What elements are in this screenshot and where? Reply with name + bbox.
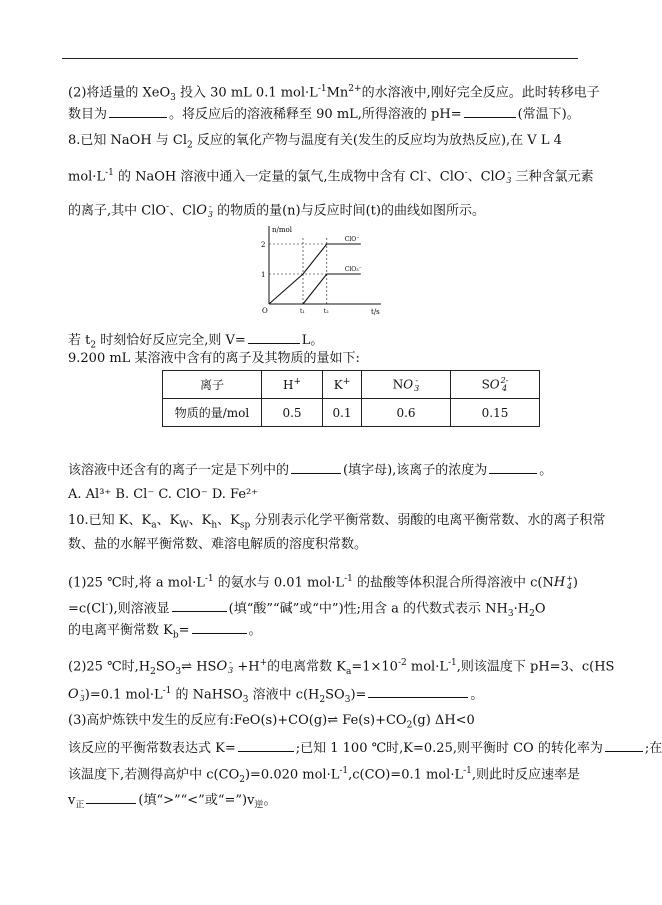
q10-p4-line: 该反应的平衡常数表达式 K= ;已知 1 100 ℃时,K=0.25,则平衡时 CO 的转化率为 ;在 — [68, 738, 662, 758]
q10-line-2: 数、盐的水解平衡常数、难溶电解质的溶度积常数。 — [68, 537, 368, 552]
equilibrium-arrow: ⇌ — [327, 713, 339, 728]
answer-blank[interactable] — [192, 620, 247, 634]
q10-line-1: 10.已知 K、$K_a$、$K_W$、$K_h$、$K_{sp}$ 分别表示化学平衡常数、弱酸的电离平衡常数、水的离子积常 — [68, 513, 606, 531]
ion-cell: H+ — [262, 371, 323, 399]
q10-p1-line-2: =c(Cl-),则溶液显 (填“酸”“碱”或“中”)性;用含 a 的代数式表示 $NH_3\cdot H_2O$ — [68, 600, 546, 619]
x-tick-label: t₂ — [323, 308, 329, 315]
answer-blank[interactable] — [109, 104, 167, 118]
answer-blank[interactable] — [172, 598, 227, 612]
ion-cell: K+ — [323, 371, 362, 399]
table-head: 物质的量/mol — [163, 399, 262, 427]
ion-table — [162, 370, 540, 427]
q9-options: A. Al³⁺ B. Cl⁻ C. ClO⁻ D. Fe²⁺ — [68, 487, 259, 502]
ion-cell: SO 2- 4 — [451, 371, 540, 399]
answer-blank[interactable] — [605, 738, 643, 752]
series-line — [303, 274, 361, 304]
y-tick-label: 1 — [261, 271, 266, 279]
y-axis-label: n/mol — [272, 226, 292, 234]
q7-line-2: 数目为 。将反应后的溶液稀释至 90 mL,所得溶液的 pH= (常温下)。 — [68, 104, 580, 124]
answer-blank[interactable] — [464, 104, 516, 118]
ion-cell: NO - 3 — [362, 371, 451, 399]
q7-line-1: (2)将适量的 XeO$_3$ 投入 30 mL 0.1 $mol\cdot L^{-1}Mn^{2+}$的水溶液中,刚好完全反应。此时转移电子 — [68, 84, 600, 103]
q8-line-1: 8.已知 NaOH 与 $Cl_2$ 反应的氧化产物与温度有关(发生的反应均为放热反应),在 V L 4 — [68, 133, 562, 151]
q10-p3-line: (3)高炉炼铁中发生的反应有:FeO(s)+CO(g)⇌ $Fe(s)+CO_2(g)$ ΔH<0 — [68, 713, 475, 731]
q9-line: 9.200 mL 某溶液中含有的离子及其物质的量如下: — [68, 351, 360, 366]
answer-blank[interactable] — [368, 684, 468, 698]
amount-cell: 0.1 — [323, 399, 362, 427]
q10-p6-line: $v_正$ (填“>”“<”或“$=”)v_逆$。 — [68, 790, 276, 815]
q10-p1-line-1: (1)25 ℃时,将 a $mol\cdot L^{-1}$ 的氨水与 0.01 $mol\cdot L^{-1}$ 的盐酸等体积混合所得溶液中 c(NH + 4 ) — [68, 573, 578, 591]
q10-p2-line-2: O - 3 )=0.1 $mol\cdot L^{-1}$ 的 NaHSO$_3$ 溶液中 $c(H_2SO_3)=$ 。 — [68, 685, 484, 705]
y-tick-label: 2 — [261, 241, 266, 249]
n-t-graph — [255, 222, 385, 317]
answer-blank[interactable] — [248, 330, 300, 344]
answer-blank[interactable] — [291, 460, 341, 474]
answer-blank[interactable] — [489, 460, 537, 474]
origin-label: O — [262, 307, 268, 315]
amount-cell: 0.6 — [362, 399, 451, 427]
series-label: ClO⁻ — [344, 236, 360, 243]
q10-p5-line: 该温度下,若测得高炉中 $c(CO_2)=0.020$ $mol\cdot L^{-1},c(CO)=0.1$ $mol\cdot L^{-1}$,则此时反应速率是 — [68, 766, 580, 785]
answer-blank[interactable] — [86, 790, 136, 804]
x-tick-label: t₁ — [300, 308, 305, 315]
header-rule — [62, 58, 578, 59]
series-label: ClO₃⁻ — [344, 266, 362, 273]
q9-after: 该溶液中还含有的离子一定是下列中的 (填字母),该离子的浓度为 。 — [68, 460, 552, 480]
q8-after: 若 $t_2$ 时刻恰好反应完全,则 V= L。 — [68, 330, 323, 355]
equilibrium-arrow: ⇌ — [181, 659, 193, 675]
answer-blank[interactable] — [238, 738, 294, 752]
x-axis-label: t/s — [371, 308, 380, 316]
q8-line-3: 的离子,其中 ClO-、ClO - 3 的物质的量(n)与反应时间(t)的曲线如图所示。 — [68, 201, 485, 219]
q10-p1-line-3: 的电离平衡常数 $K_b=$ 。 — [68, 620, 262, 645]
q8-line-2: $mol\cdot L^{-1}$ 的 NaOH 溶液中通入一定量的氯气,生成物中含有 Cl-、ClO-、ClO - 3 三种含氯元素 — [68, 167, 594, 185]
amount-cell: 0.5 — [262, 399, 323, 427]
q10-p2-line-1: (2)25 ℃时$,H_2SO_3\rightleftharpoons$ HSO - 3 +H+的电离常数 $K_a=1\times 10^{-2}$ $mol\cdot L^{-1}$,则该温度下 pH=3、c(HS — [68, 657, 615, 677]
amount-cell: 0.15 — [451, 399, 540, 427]
table-head: 离子 — [163, 371, 262, 399]
